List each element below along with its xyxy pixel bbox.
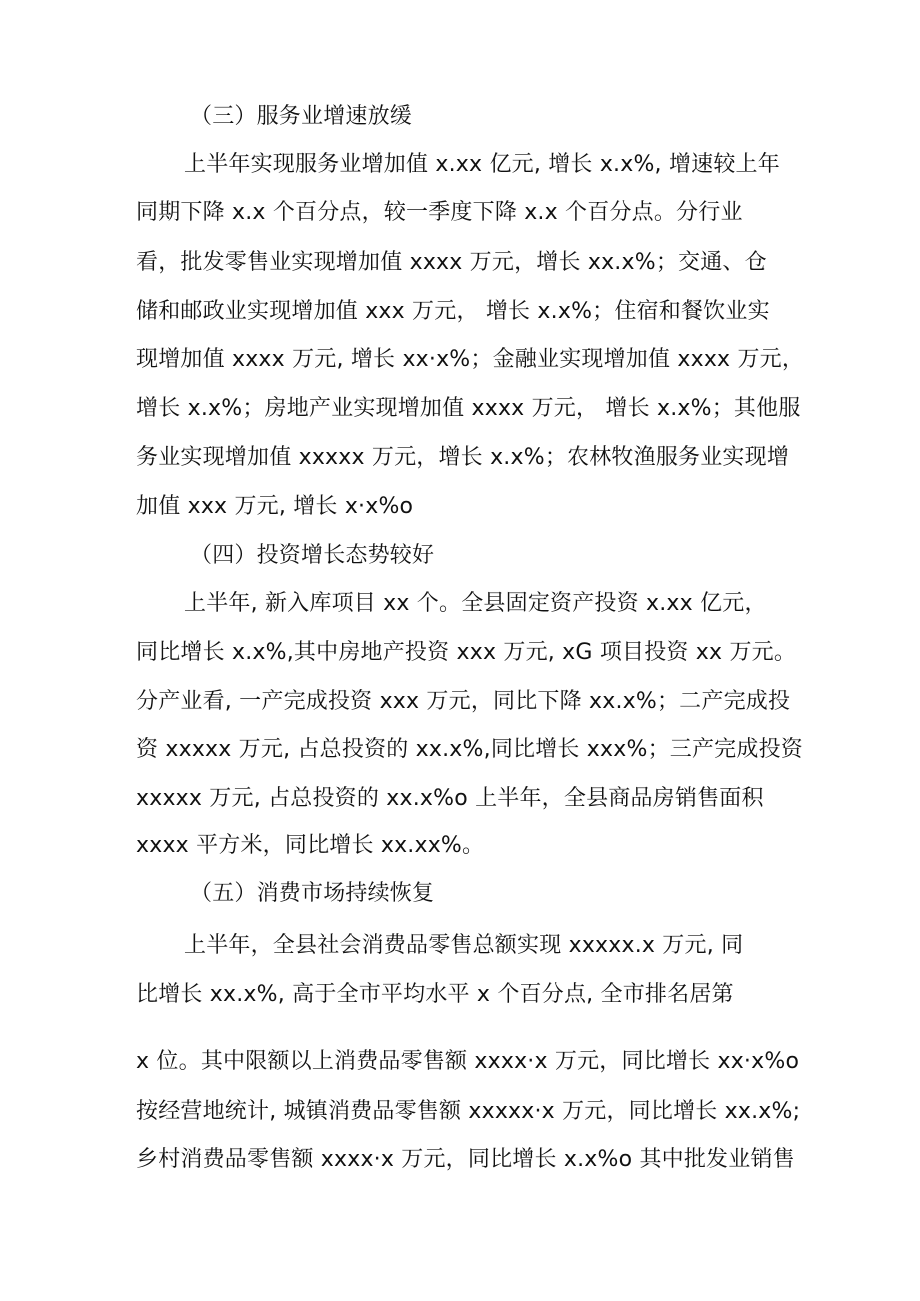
paragraph-services-line-4: 储和邮政业实现增加值 xxx 万元， 增长 x.x%；住宿和餐饮业实 xyxy=(136,299,770,324)
paragraph-consumption-line-4: 按经营地统计, 城镇消费品零售额 xxxxx·x 万元，同比增长 xx.x%; xyxy=(136,1099,801,1124)
section-heading-investment: （四）投资增长态势较好 xyxy=(190,543,435,568)
paragraph-services-line-1: 上半年实现服务业增加值 x.xx 亿元, 增长 x.x%, 增速较上年 xyxy=(184,152,780,177)
paragraph-services-line-3: 看，批发零售业实现增加值 xxxx 万元，增长 xx.x%；交通、仓 xyxy=(136,250,767,275)
paragraph-services-line-2: 同期下降 x.x 个百分点，较一季度下降 x.x 个百分点。分行业 xyxy=(136,200,743,225)
paragraph-services-line-5: 现增加值 xxxx 万元, 增长 xx·x%；金融业实现增加值 xxxx 万元， xyxy=(136,347,805,372)
paragraph-investment-line-3: 分产业看, 一产完成投资 xxx 万元，同比下降 xx.x%；二产完成投 xyxy=(136,689,791,714)
paragraph-consumption-line-5: 乡村消费品零售额 xxxx·x 万元，同比增长 x.x%o 其中批发业销售 xyxy=(136,1147,795,1172)
paragraph-services-line-7: 务业实现增加值 xxxxx 万元，增长 x.x%；农林牧渔服务业实现增 xyxy=(136,445,790,470)
paragraph-investment-line-2: 同比增长 x.x%,其中房地产投资 xxx 万元, xG 项目投资 xx 万元。 xyxy=(136,640,797,665)
paragraph-services-line-8: 加值 xxx 万元, 增长 x·x%o xyxy=(136,494,414,519)
section-heading-services: （三）服务业增速放缓 xyxy=(190,104,413,129)
paragraph-investment-line-4: 资 xxxxx 万元, 占总投资的 xx.x%,同比增长 xxx%；三产完成投资 xyxy=(136,737,803,762)
section-heading-consumption: （五）消费市场持续恢复 xyxy=(190,881,435,906)
paragraph-services-line-6: 增长 x.x%；房地产业实现增加值 xxxx 万元， 增长 x.x%；其他服 xyxy=(136,396,801,421)
paragraph-consumption-line-1: 上半年，全县社会消费品零售总额实现 xxxxx.x 万元, 同 xyxy=(184,933,744,958)
paragraph-investment-line-5: xxxxx 万元, 占总投资的 xx.x%o 上半年，全县商品房销售面积 xyxy=(136,786,764,811)
paragraph-investment-line-6: xxxx 平方米，同比增长 xx.xx%。 xyxy=(136,833,485,858)
paragraph-consumption-line-3: x 位。其中限额以上消费品零售额 xxxx·x 万元，同比增长 xx·x%o xyxy=(136,1049,800,1074)
paragraph-consumption-line-2: 比增长 xx.x%, 高于全市平均水平 x 个百分点, 全市排名居第 xyxy=(136,982,734,1007)
paragraph-investment-line-1: 上半年, 新入库项目 xx 个。全县固定资产投资 x.xx 亿元， xyxy=(184,591,767,616)
